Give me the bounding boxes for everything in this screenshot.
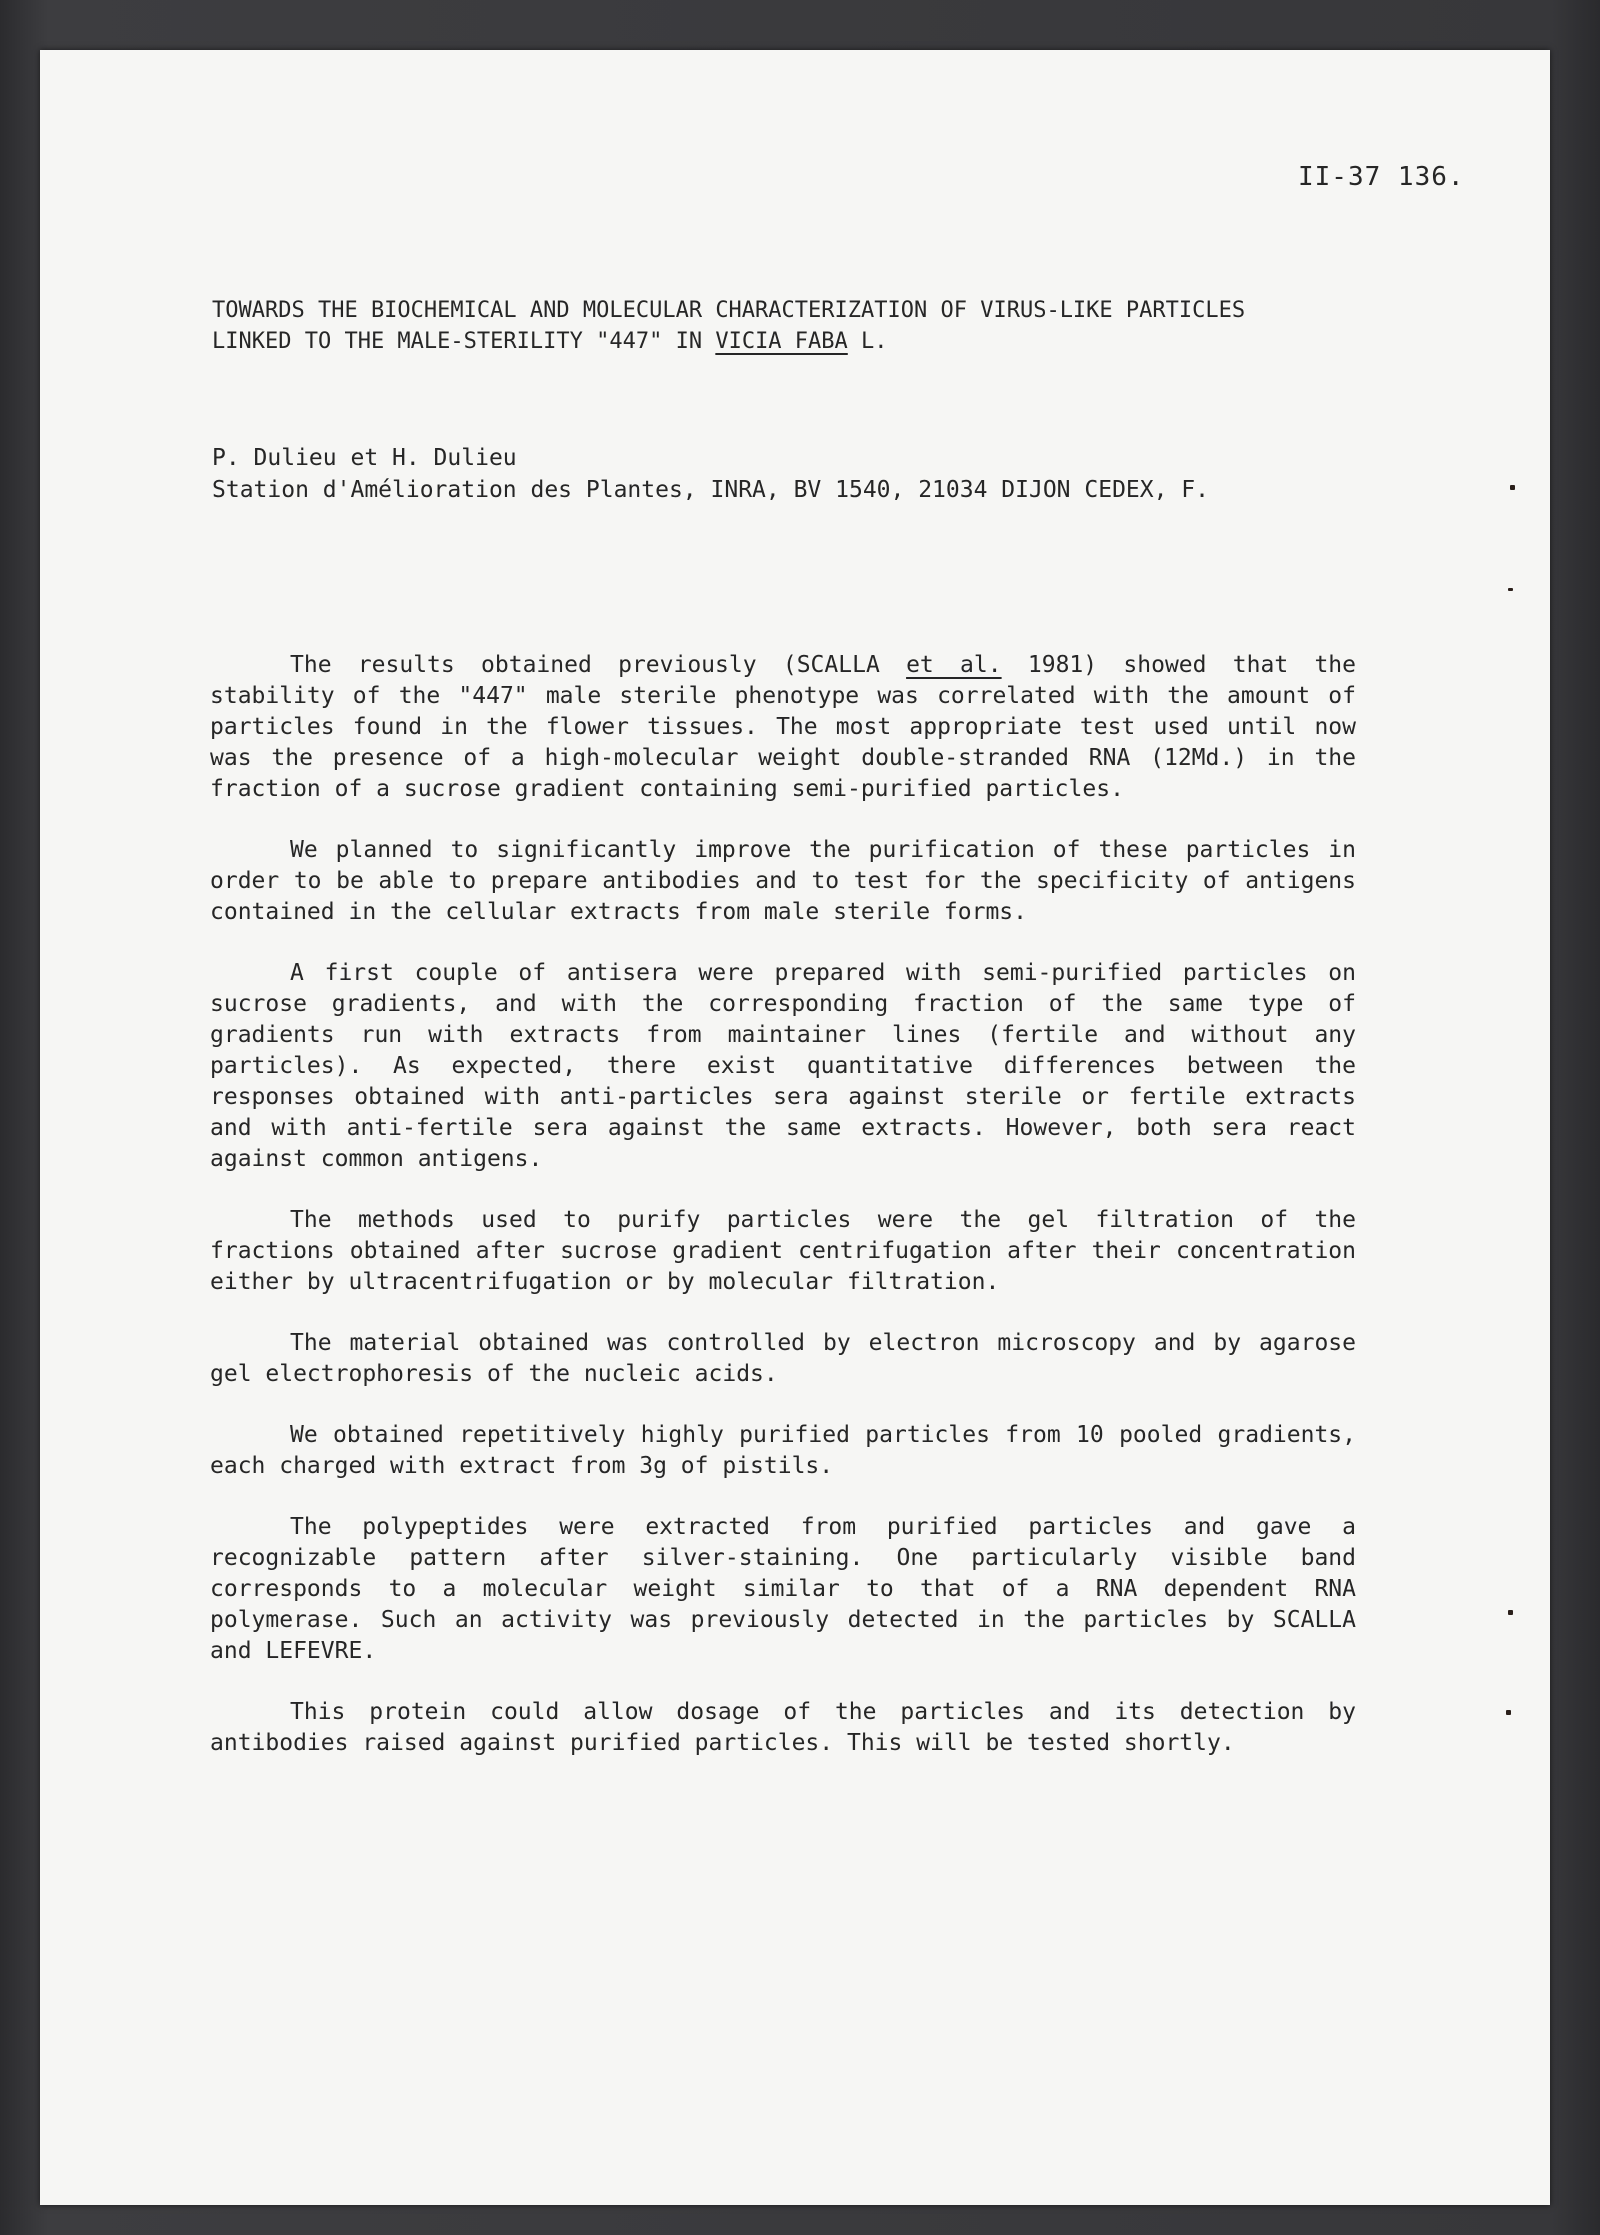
author-block: [212, 442, 1492, 506]
species-name: VICIA FABA: [715, 329, 848, 354]
paragraph-1: [210, 650, 1356, 805]
paragraph-7: The polypeptides were extracted from purified particles and gave a recognizable pattern after silver-staining. One particularly visible band corresponds to a molecular weight similar to that of a RNA dependent RNA polymerase. Such an activity was previously detected in the particles by SCALLA and LEFEVRE.: [210, 1514, 1356, 1664]
paper-speck: [1506, 1710, 1511, 1715]
paper-speck: [1510, 485, 1515, 490]
page-number: II-37 136.: [1298, 162, 1465, 192]
paragraph-2: We planned to significantly improve the purification of these particles in order to be able to prepare antibodies and to test for the specificity of antigens contained in the cellular extracts from male sterile forms.: [210, 837, 1356, 925]
document-title: [212, 295, 1492, 357]
title-line-2-suffix: L.: [847, 329, 888, 354]
paragraph-1-end: 1981) showed that the stability of the "447" male sterile phenotype was correlated with the amount of particles found in the flower tissues. The most appropriate test used until now was the presence of a high-molecular weight double-stranded RNA (12Md.) in the fraction of a sucrose gradient containing semi-purified particles.: [210, 652, 1356, 802]
paragraph-6: We obtained repetitively highly purified particles from 10 pooled gradients, each charged with extract from 3g of pistils.: [210, 1422, 1356, 1479]
body-text: [210, 650, 1356, 1789]
paragraph-1-start: The results obtained previously (SCALLA: [290, 652, 907, 678]
title-line-2: [212, 326, 1492, 357]
paper-speck: [1508, 588, 1513, 591]
authors: P. Dulieu et H. Dulieu: [212, 445, 517, 471]
title-line-1: TOWARDS THE BIOCHEMICAL AND MOLECULAR CHARACTERIZATION OF VIRUS-LIKE PARTICLES: [212, 298, 1246, 323]
paragraph-5: The material obtained was controlled by electron microscopy and by agarose gel electrophoresis of the nucleic acids.: [210, 1330, 1356, 1387]
affiliation: Station d'Amélioration des Plantes, INRA, BV 1540, 21034 DIJON CEDEX, F.: [212, 477, 1209, 503]
paragraph-3: A first couple of antisera were prepared with semi-purified particles on sucrose gradients, and with the corresponding fraction of the same type of gradients run with extracts from maintainer lines (fertile and without any particles). As expected, there exist quantitative differences between the responses obtained with anti-particles sera against sterile or fertile extracts and with anti-fertile sera against the same extracts. However, both sera react against common antigens.: [210, 960, 1356, 1172]
paper-speck: [1508, 1610, 1513, 1615]
paragraph-4: The methods used to purify particles were the gel filtration of the fractions obtained after sucrose gradient centrifugation after their concentration either by ultracentrifugation or by molecular filtration.: [210, 1207, 1356, 1295]
et-al: et al.: [906, 652, 1002, 678]
paragraph-8: This protein could allow dosage of the particles and its detection by antibodies raised against purified particles. This will be tested shortly.: [210, 1699, 1356, 1756]
document-page: [40, 50, 1550, 2205]
title-line-2-prefix: LINKED TO THE MALE-STERILITY "447" IN: [212, 329, 716, 354]
